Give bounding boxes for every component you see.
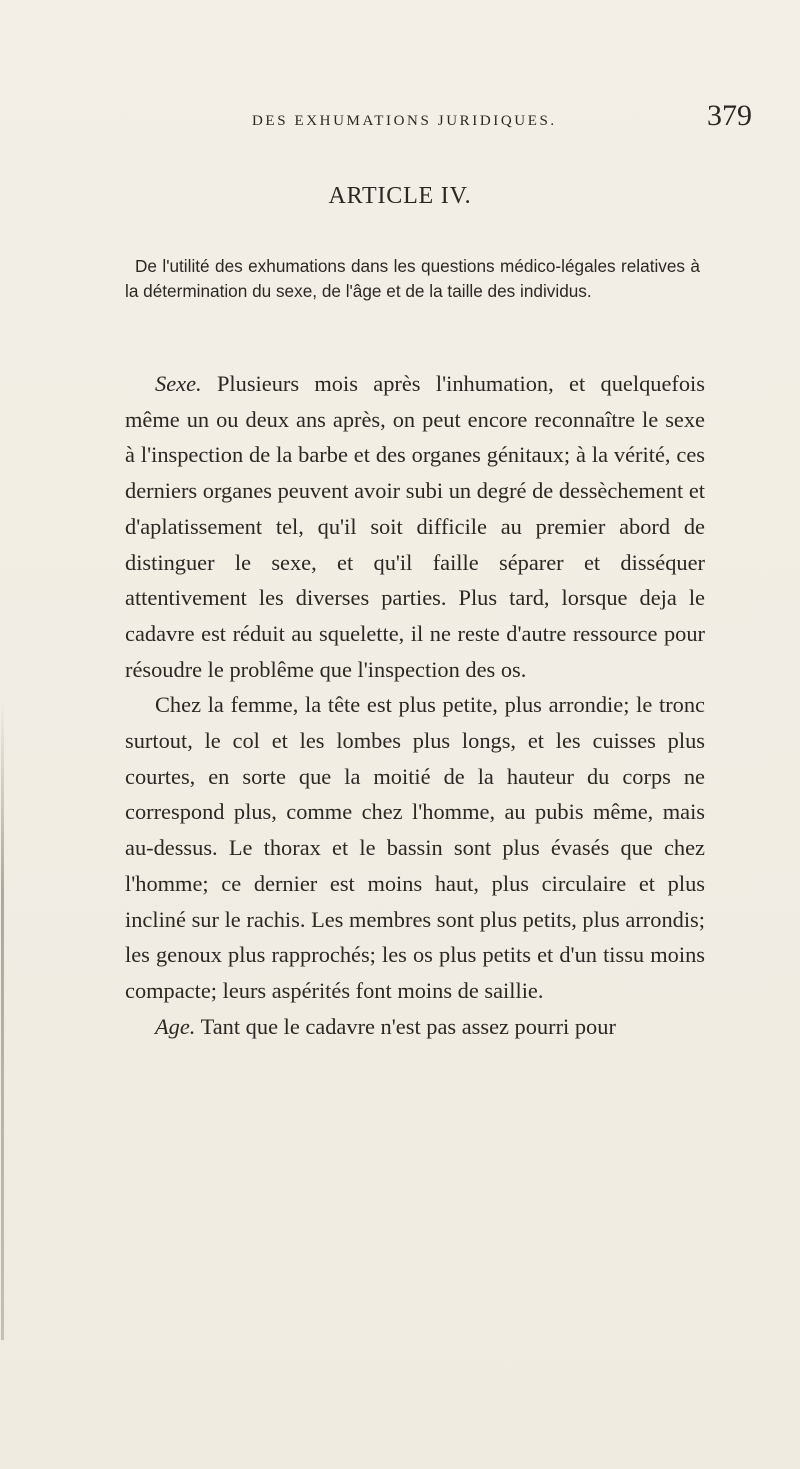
paragraph-sexe [125, 366, 705, 687]
body-text [125, 366, 705, 1044]
side-label-age: Age. [155, 1013, 196, 1039]
paragraph-text: Chez la femme, la tête est plus petite, plus arrondie; le tronc surtout, le col et les lombes plus longs, et les cuisses plus courtes, en sorte que la moitié de la hauteur du corps ne correspond plus, comme chez l'homme, au pubis même, mais au-dessus. Le thorax et le bassin sont plus évasés que chez l'homme; ce dernier est moins haut, plus circulaire et plus incliné sur le rachis. Les membres sont plus petits, plus arrondis; les genoux plus rapprochés; les os plus petits et d'un tissu moins compacte; leurs aspérités font moins de saillie. [125, 692, 705, 1003]
article-summary: De l'utilité des exhumations dans les questions médico-légales relatives à la détermination du sexe, de l'âge et de la taille des individus. [125, 256, 700, 301]
page-number: 379 [707, 99, 752, 132]
paragraph-age [125, 1009, 705, 1045]
paragraph-text: Plusieurs mois après l'inhumation, et quelquefois même un ou deux ans après, on peut encore reconnaître le sexe à l'inspection de la barbe et des organes génitaux; à la vérité, ces derniers organes peuvent avoir subi un degré de dessèchement et d'aplatissement tel, qu'il soit difficile au premier abord de distinguer le sexe, et qu'il faille séparer et disséquer attentivement les diverses parties. Plus tard, lorsque deja le cadavre est réduit au squelette, il ne reste d'autre ressource pour résoudre le problême que l'inspection des os. [125, 371, 705, 682]
paragraph-text: Tant que le cadavre n'est pas assez pourri pour [195, 1013, 616, 1039]
page-edge-shadow [1, 700, 4, 1340]
article-heading: ARTICLE IV. [328, 183, 472, 209]
page-header [252, 99, 752, 143]
side-label-sexe: Sexe. [155, 371, 202, 396]
running-title: DES EXHUMATIONS JURIDIQUES. [252, 113, 557, 129]
paragraph-femme [125, 687, 705, 1008]
